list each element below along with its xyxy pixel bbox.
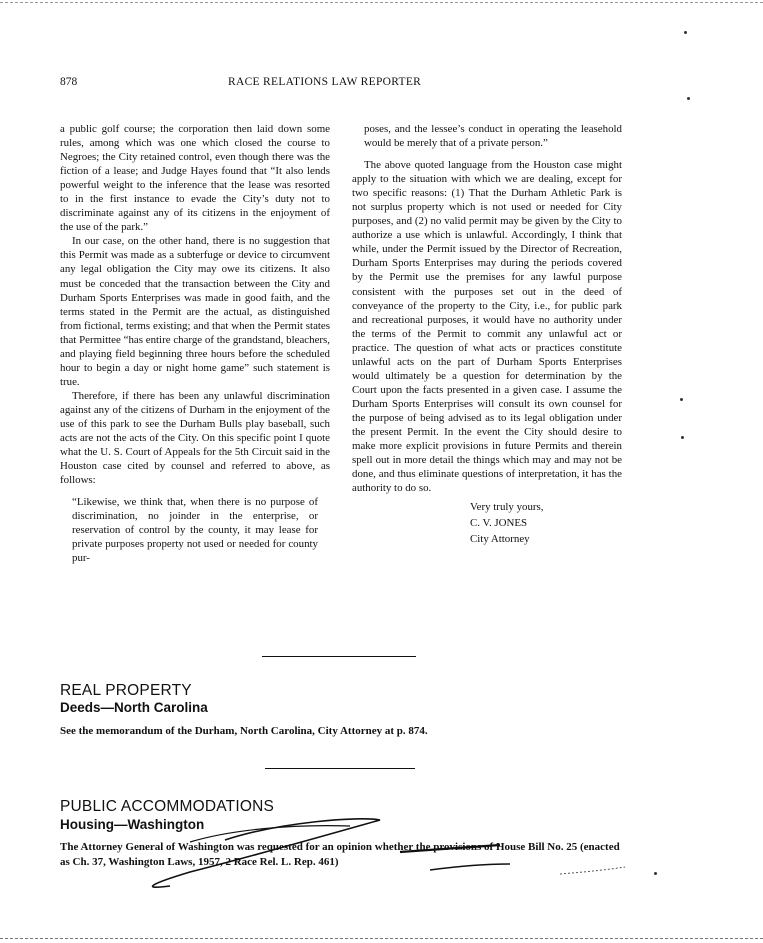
section-divider-1 bbox=[262, 656, 416, 657]
scan-speck bbox=[680, 398, 683, 401]
journal-title: RACE RELATIONS LAW REPORTER bbox=[228, 76, 422, 88]
signer-title: City Attorney bbox=[470, 533, 530, 546]
scan-speck bbox=[681, 436, 684, 439]
scan-speck bbox=[654, 872, 657, 875]
section-body-public-accommodations: The Attorney General of Washington was requested for an opinion whether the provisions of House Bill No. 25 (enacted as Ch. 37, Washington Laws, 1957, 2 Race Rel. L. Rep. 461) bbox=[60, 841, 620, 868]
left-column bbox=[60, 122, 330, 565]
section-subheading-deeds: Deeds—North Carolina bbox=[60, 700, 208, 715]
scan-speck bbox=[684, 31, 687, 34]
section-divider-2 bbox=[265, 768, 415, 769]
scan-speck bbox=[687, 97, 690, 100]
right-paragraph-1: The above quoted language from the Houston case might apply to the situation with which we are dealing, except for two specific reasons: (1) That the Durham Athletic Park is not surplus property which is not used or needed for City purposes, and (2) no valid permit may be given by the City to authorize a use which is unlawful. Accordingly, I think that while, under the Permit issued by the Director of Recreation, Durham Sports Enterprises may during the periods covered by the Permit use the premises for any lawful purpose consistent with the purposes set out in the deed of conveyance of the property to the City, i.e., for public park and recreational purposes, it would have no authority under the terms of the Permit to commit any unlawful act or practice. The question of what acts or practices constitute unlawful acts on the part of Durham Sports Enterprises would ultimately be a question for determination by the Court upon the facts presented in a given case. I assume the Durham Sports Enterprises will consult its own counsel for the purpose of being advised as to its legal obligation under the present Permit. In the event the City should desire to make more explicit provisions in future Permits and therein spell out in more detail the things which may and may not be done, and thus eliminate questions of interpretation, it has the authority to do so. bbox=[352, 159, 622, 495]
scan-bottom-edge bbox=[0, 938, 763, 939]
left-paragraph-2: In our case, on the other hand, there is no suggestion that this Permit was made as a subterfuge or device to circumvent any legal obligation the City may owe its citizens. It also must be conceded that the transaction between the City and Durham Sports Enterprises was made in good faith, and the terms stated in the Permit are the actual, as distinguished from fictional, terms existing; and that when the Permit states that Permittee “has entire charge of the grandstand, bleachers, and playing field beginning three hours before the scheduled hour to begin a day or night home game” such statement is true. bbox=[60, 235, 330, 388]
signature-block bbox=[470, 499, 622, 547]
block-quote-continued: poses, and the lessee’s conduct in operating the leasehold would be merely that of a private person.” bbox=[364, 123, 622, 150]
signer-name: C. V. JONES bbox=[470, 517, 528, 530]
section-heading-real-property: REAL PROPERTY bbox=[60, 682, 192, 699]
left-paragraph-1: a public golf course; the corporation then laid down some rules, among which was one which closed the course to Negroes; the City retained control, even though there was the fiction of a lease; and Judge Hayes found that “It also lends powerful weight to the inference that the lease was resorted to in the first instance to evade the City’s duty not to discriminate against any of its citizens in the enjoyment of the use of the park.” bbox=[60, 123, 330, 234]
block-quote: “Likewise, we think that, when there is no purpose of discrimination, no joinder in the enterprise, or reservation of control by the county, it may lease for private purposes property not used or needed for county pur- bbox=[72, 496, 318, 565]
left-paragraph-3: Therefore, if there has been any unlawful discrimination against any of the citizens of Durham in the enjoyment of the use of this park to see the Durham Bulls play baseball, such acts are not the acts of the City. On this specific point I quote what the U. S. Court of Appeals for the 5th Circuit said in the Houston case cited by counsel and referred to above, as follows: bbox=[60, 389, 330, 487]
section-body-real-property: See the memorandum of the Durham, North Carolina, City Attorney at p. 874. bbox=[60, 725, 428, 737]
closing-line: Very truly yours, bbox=[470, 501, 544, 514]
right-column bbox=[352, 122, 622, 547]
section-subheading-housing: Housing—Washington bbox=[60, 817, 205, 832]
running-header bbox=[60, 76, 700, 92]
page-number: 878 bbox=[60, 76, 78, 88]
section-heading-public-accommodations: PUBLIC ACCOMMODATIONS bbox=[60, 798, 275, 815]
scan-edge-line bbox=[0, 2, 763, 3]
